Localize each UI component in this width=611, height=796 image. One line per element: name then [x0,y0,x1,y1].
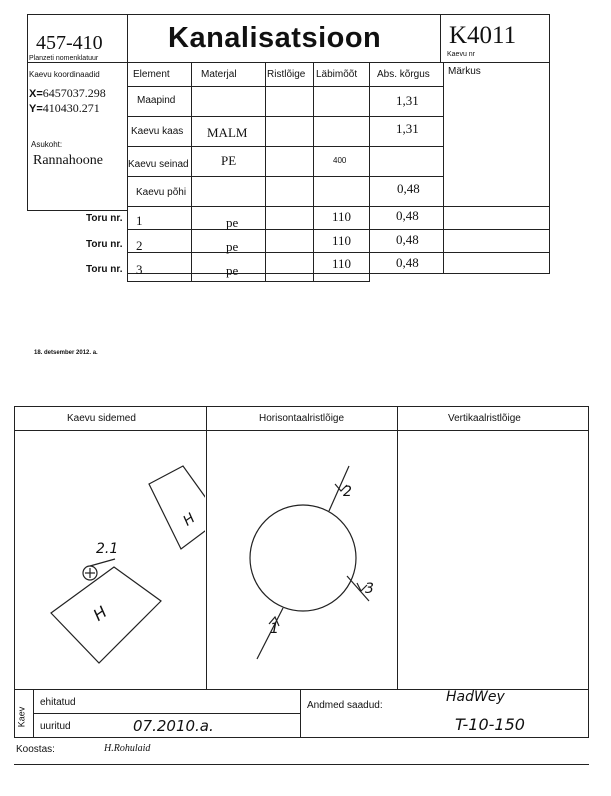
pipe-3-nr: 3 [136,262,143,277]
pipe-label-3: 3 [365,581,374,597]
pipe-1-material: pe [226,215,239,230]
date-note: 18. detsember 2012. a. [34,350,98,356]
coord-x-prefix: X= [29,88,43,100]
house-letter-lower: H [89,602,111,625]
coord-y-value: 410430.271 [42,101,100,115]
row-bottom-height: 0,48 [397,181,420,196]
coord-y-prefix: Y= [29,103,43,115]
row-walls-element: Kaevu seinad [128,159,189,170]
page-title: Kanalisatsioon [168,22,382,54]
house-shape-upper [149,466,205,549]
data-from-signature: HadWey [446,689,505,705]
side-label: Kaev [16,706,27,728]
coord-x-value: 6457037.298 [42,86,106,100]
pipe-1-diameter: 110 [332,209,352,224]
pipe-2-diameter: 110 [332,233,352,248]
coord-x [29,86,106,101]
pipe-3-diameter: 110 [332,256,352,271]
pipe-1-nr: 1 [136,213,143,228]
compiled-label: Koostas: [16,744,55,755]
house-letter-upper: H [180,510,199,530]
data-from-code: T-10-150 [455,715,525,734]
header-cross-section: Ristlõige [267,69,306,80]
row-cover-material: MALM [207,125,248,140]
surveyed-value: 07.2010.a. [133,717,214,735]
pipe-3-material: pe [226,263,239,278]
row-walls-diameter: 400 [333,156,347,165]
row-ground-height: 1,31 [396,93,419,108]
horizontal-sketch [207,431,397,689]
pipe-2-material: pe [226,239,239,254]
well-number: K4011 [449,22,517,49]
pipe-label-1: 1 [270,621,279,637]
section-connections: Kaevu sidemed [67,413,136,424]
row-walls-material: PE [221,153,237,168]
row-ground-element: Maapind [137,95,176,106]
connections-sketch [15,431,205,689]
data-from-label: Andmed saadud: [307,700,383,711]
map-sheet-label: Planzeti nomenklatuur [29,55,99,62]
pipe-2-height: 0,48 [396,232,419,247]
surveyed-label: uuritud [40,721,71,732]
location-label: Asukoht: [31,140,63,149]
connection-label: 2.1 [96,541,119,557]
header-abs-height: Abs. kõrgus [377,69,430,80]
row-cover-height: 1,31 [396,121,419,136]
header-element: Element [133,69,170,80]
header-material: Materjal [201,69,237,80]
compiled-value: H.Rohulaid [104,743,151,754]
header-notes: Märkus [448,66,481,77]
row-bottom-element: Kaevu põhi [136,187,187,198]
pipe-3-height: 0,48 [396,255,419,270]
pipe-3-label: Toru nr. [86,264,123,275]
coords-label: Kaevu koordinaadid [29,70,100,79]
section-horizontal: Horisontaalristlõige [259,413,345,424]
pipe-label-2: 2 [343,484,352,500]
coord-y [29,101,100,116]
well-number-label: Kaevu nr [447,51,476,58]
pipe-2-nr: 2 [136,238,143,253]
map-sheet-number: 457-410 [36,32,103,54]
header-diameter: Läbimõõt [316,69,358,80]
row-cover-element: Kaevu kaas [131,126,184,137]
pipe-1-label: Toru nr. [86,213,123,224]
pipe-2-label: Toru nr. [86,239,123,250]
well-circle [250,505,356,611]
location-value: Rannahoone [33,153,103,168]
section-vertical: Vertikaalristlõige [448,413,521,424]
pipe-1-height: 0,48 [396,208,419,223]
built-label: ehitatud [40,697,76,708]
